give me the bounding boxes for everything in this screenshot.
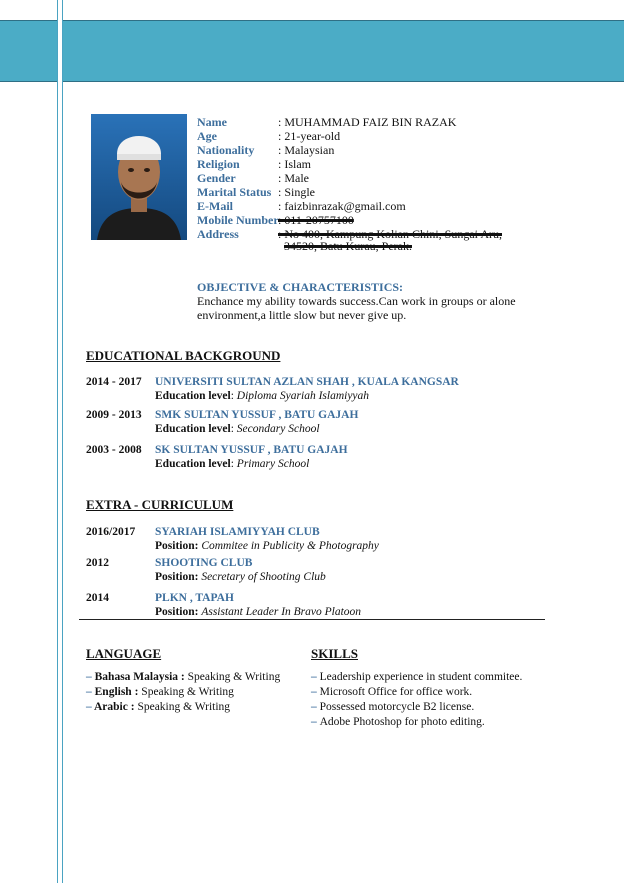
extra-position-value: Assistant Leader In Bravo Platoon: [201, 606, 362, 618]
info-label: Age: [197, 129, 217, 143]
language-name: Bahasa Malaysia :: [94, 671, 185, 683]
info-label: E-Mail: [197, 199, 233, 213]
section-divider: [79, 619, 545, 620]
education-years: 2003 - 2008: [86, 444, 142, 456]
education-level: Education level: Primary School: [155, 458, 310, 470]
header-band: [0, 20, 624, 82]
info-value: : Islam: [278, 157, 311, 171]
skill-item: [311, 716, 485, 728]
education-heading: EDUCATIONAL BACKGROUND: [86, 348, 281, 363]
objective-line-1: Enchance my ability towards success.Can work in groups or alone: [197, 294, 516, 308]
extra-position: [155, 571, 326, 583]
info-label: Nationality: [197, 143, 255, 157]
info-label: Marital Status: [197, 185, 272, 199]
info-label: Mobile Number: [197, 213, 279, 227]
extra-position-label: Position:: [155, 540, 199, 552]
education-level: Education level: Diploma Syariah Islamiyyah: [155, 390, 370, 402]
language-detail: Speaking & Writing: [134, 701, 231, 713]
info-value: : 21-year-old: [278, 129, 341, 143]
skill-text: Microsoft Office for office work.: [319, 686, 473, 698]
skill-item: [311, 671, 522, 683]
education-school: UNIVERSITI SULTAN AZLAN SHAH , KUALA KANGSAR: [155, 376, 459, 388]
education-level-label: Education level: [155, 458, 231, 470]
education-level-value: Secondary School: [236, 423, 320, 435]
bullet-dash: –: [311, 716, 320, 728]
language-heading: LANGUAGE: [86, 646, 162, 661]
extra-years: 2012: [86, 557, 109, 569]
education-level-value: Primary School: [236, 458, 310, 470]
bullet-dash: –: [311, 671, 320, 683]
language-name: English :: [94, 686, 139, 698]
skill-item: [311, 686, 472, 698]
extra-position: [155, 606, 361, 618]
info-label: Religion: [197, 157, 240, 171]
bullet-dash: –: [311, 686, 320, 698]
education-years: 2014 - 2017: [86, 376, 142, 388]
bullet-dash: –: [86, 686, 95, 698]
skill-item: [311, 701, 474, 713]
extra-position-label: Position:: [155, 571, 199, 583]
language-item: [86, 701, 230, 713]
language-item: [86, 671, 280, 683]
extra-years: 2014: [86, 592, 109, 604]
extra-club: SYARIAH ISLAMIYYAH CLUB: [155, 526, 320, 538]
extra-club: SHOOTING CLUB: [155, 557, 253, 569]
bullet-dash: –: [311, 701, 320, 713]
info-value: : Malaysian: [278, 143, 335, 157]
left-border-stripe: [57, 0, 63, 883]
info-label: Address: [197, 227, 239, 241]
address-line-2: 34520, Batu Kurau, Perak.: [284, 239, 412, 253]
skills-heading: SKILLS: [311, 646, 358, 661]
extra-position-value: Secretary of Shooting Club: [201, 571, 326, 583]
extra-club: PLKN , TAPAH: [155, 592, 234, 604]
info-value: : 011-20757100: [278, 213, 354, 227]
language-detail: Speaking & Writing: [138, 686, 234, 698]
skill-text: Leadership experience in student commitee.: [319, 671, 523, 683]
info-label: Name: [197, 115, 227, 129]
info-value: : Male: [278, 171, 309, 185]
info-label: Gender: [197, 171, 236, 185]
skill-text: Adobe Photoshop for photo editing.: [319, 716, 485, 728]
language-name: Arabic :: [94, 701, 135, 713]
language-detail: Speaking & Writing: [184, 671, 281, 683]
extra-position: [155, 540, 379, 552]
extra-position-label: Position:: [155, 606, 199, 618]
objective-title: OBJECTIVE & CHARACTERISTICS:: [197, 280, 404, 294]
portrait-image: [91, 114, 187, 240]
extra-position-value: Commitee in Publicity & Photography: [201, 540, 379, 552]
language-item: [86, 686, 234, 698]
education-level-label: Education level: [155, 423, 231, 435]
info-value: : No 400, Kampung Kolian Chini, Sungai Aru,: [278, 227, 502, 241]
education-level: Education level: Secondary School: [155, 423, 320, 435]
bullet-dash: –: [86, 701, 94, 713]
extra-curriculum-heading: EXTRA - CURRICULUM: [86, 497, 234, 512]
profile-photo: [91, 114, 187, 240]
education-level-label: Education level: [155, 390, 231, 402]
objective-line-2: environment,a little slow but never give up.: [197, 308, 407, 322]
skill-text: Possessed motorcycle B2 license.: [319, 701, 475, 713]
education-school: SK SULTAN YUSSUF , BATU GAJAH: [155, 444, 348, 456]
bullet-dash: –: [86, 671, 95, 683]
info-value: : MUHAMMAD FAIZ BIN RAZAK: [278, 115, 457, 129]
info-value: : Single: [278, 185, 316, 199]
extra-years: 2016/2017: [86, 526, 136, 538]
info-value: : faizbinrazak@gmail.com: [278, 199, 406, 213]
education-years: 2009 - 2013: [86, 409, 142, 421]
education-school: SMK SULTAN YUSSUF , BATU GAJAH: [155, 409, 359, 421]
education-level-value: Diploma Syariah Islamiyyah: [236, 390, 370, 402]
